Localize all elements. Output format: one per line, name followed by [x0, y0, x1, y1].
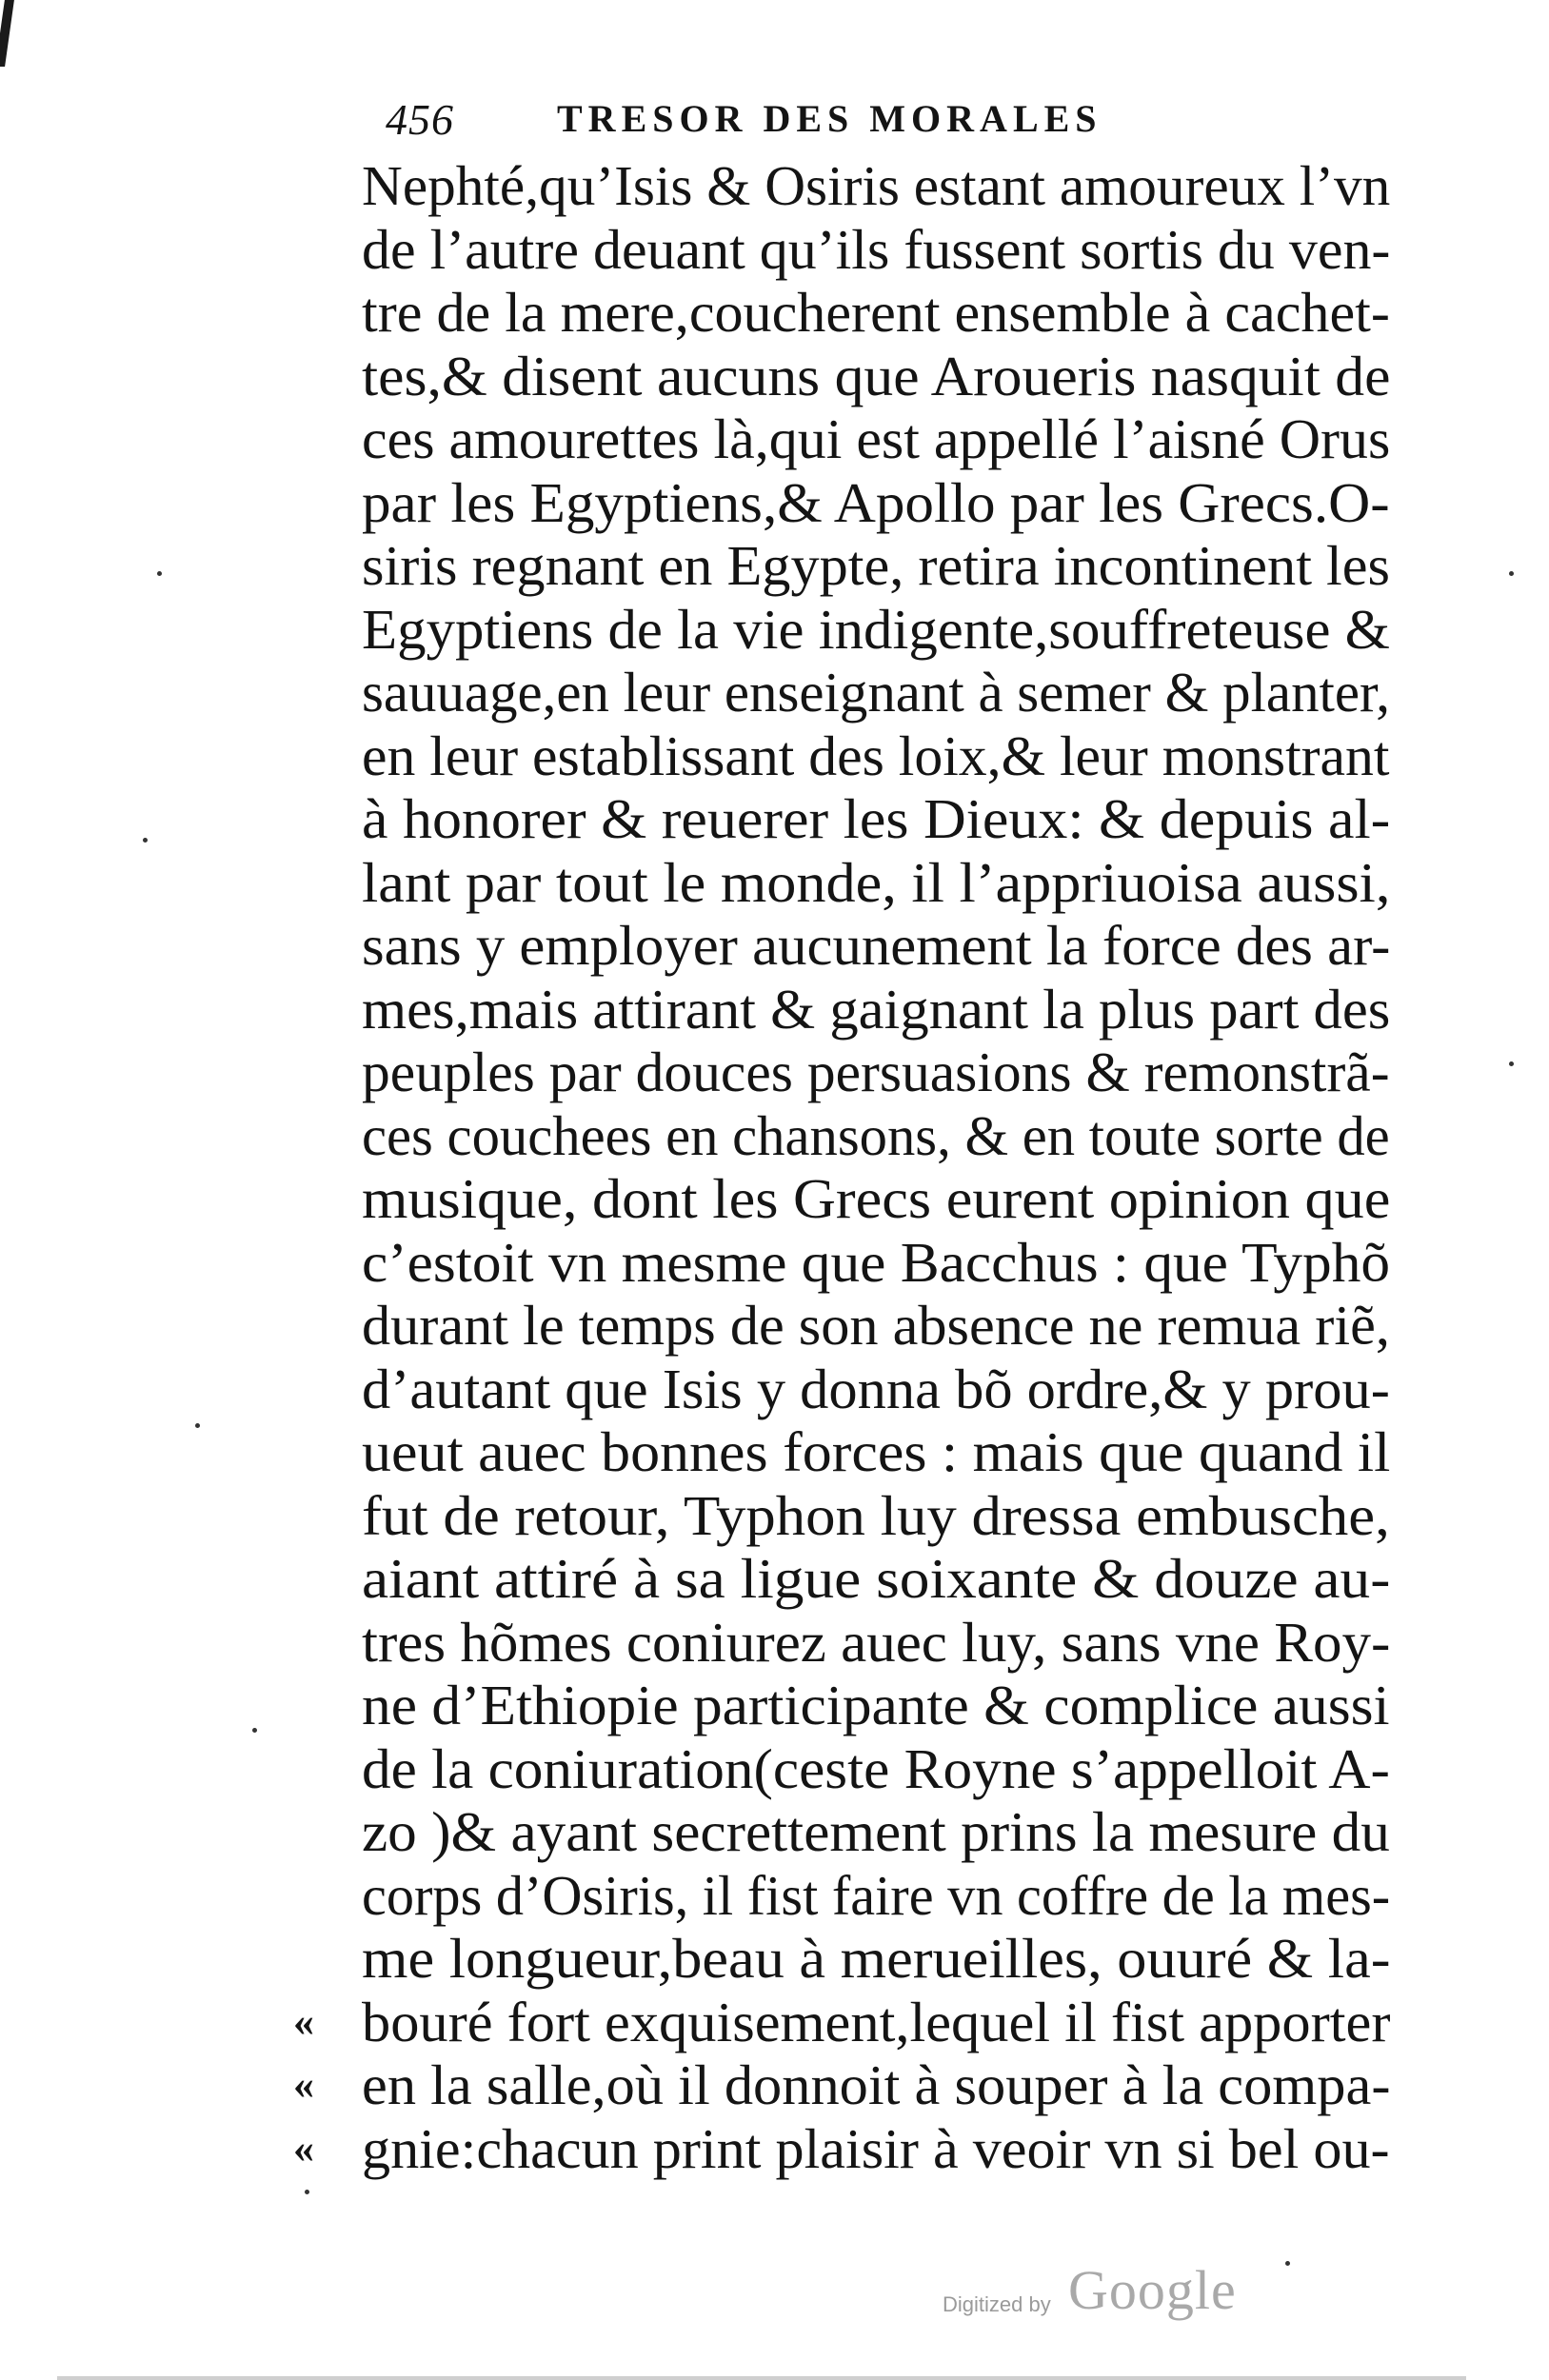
text-line-content: ces couchees en chansons, & en toute sorte de	[362, 1103, 1390, 1167]
text-line-content: d’autant que Isis y donna bõ ordre,& y prou-	[362, 1357, 1390, 1420]
text-line-content: zo )& ayant secrettement prins la mesure du	[362, 1800, 1390, 1863]
text-line-content: de l’autre deuant qu’ils fussent sortis du ven-	[362, 217, 1391, 281]
text-line-content: sauuage,en leur enseignant à semer & planter,	[362, 661, 1390, 724]
text-line-content: lant par tout le monde, il l’appriuoisa aussi,	[362, 850, 1391, 914]
text-line-content: tres hõmes coniurez auec luy, sans vne Roy-	[362, 1610, 1391, 1674]
text-line-content: tre de la mere,coucherent ensemble à cachet-	[362, 281, 1390, 344]
text-line	[362, 1104, 1409, 1168]
ink-speck	[252, 1728, 257, 1733]
text-line-content: ueut auec bonnes forces : mais que quand il	[362, 1420, 1391, 1483]
text-line	[293, 2053, 1409, 2117]
text-line	[362, 1927, 1409, 1991]
text-line-content: durant le temps de son absence ne remua riẽ,	[362, 1294, 1390, 1357]
text-line	[362, 724, 1409, 788]
text-line	[362, 598, 1409, 662]
text-line	[362, 1484, 1409, 1548]
text-line	[362, 1041, 1409, 1104]
text-line-content: tes,& disent aucuns que Aroueris nasquit de	[362, 344, 1391, 407]
text-line	[362, 1864, 1409, 1928]
running-header	[386, 90, 1338, 148]
text-line	[362, 154, 1409, 218]
text-line	[362, 661, 1409, 724]
text-line	[362, 851, 1409, 915]
text-line-content: à honorer & reuerer les Dieux: & depuis al-	[362, 787, 1391, 850]
text-line	[362, 1611, 1409, 1675]
text-line	[362, 281, 1409, 345]
text-line-content: corps d’Osiris, il fist faire vn coffre de la mes-	[362, 1863, 1391, 1927]
text-line-content: par les Egyptiens,& Apollo par les Grecs.O-	[362, 470, 1390, 534]
page-number: 456	[386, 95, 454, 144]
text-line-content: Nephté,qu’Isis & Osiris estant amoureux l’vn	[362, 154, 1391, 217]
text-line	[362, 1294, 1409, 1358]
text-line-content: bouré fort exquisement,lequel il fist apporter	[362, 1990, 1391, 2053]
text-line-content: ces amourettes là,qui est appellé l’aisné Orus	[362, 407, 1391, 470]
text-line-content: en leur establissant des loix,& leur monstrant	[362, 724, 1390, 787]
text-line-content: musique, dont les Grecs eurent opinion que	[362, 1167, 1391, 1230]
text-line	[362, 1420, 1409, 1484]
ink-speck	[195, 1423, 200, 1428]
text-line	[293, 2116, 1409, 2181]
text-line	[362, 1358, 1409, 1421]
text-line-content: fut de retour, Typhon luy dressa embusche,	[362, 1483, 1390, 1547]
text-line-content: siris regnant en Egypte, retira incontinent les	[362, 534, 1391, 597]
text-line-content: peuples par douces persuasions & remonstrã-	[362, 1041, 1390, 1103]
ink-speck	[1509, 571, 1514, 576]
text-line	[362, 1674, 1409, 1737]
text-line	[362, 218, 1409, 282]
text-line-content: en la salle,où il donnoit à souper à la compa-	[362, 2053, 1391, 2116]
text-line	[362, 1737, 1409, 1801]
text-line	[293, 1990, 1409, 2054]
text-line-content: de la coniuration(ceste Royne s’appelloit A-	[362, 1736, 1390, 1800]
text-line-content: me longueur,beau à merueilles, ouuré & la-	[362, 1927, 1391, 1990]
text-line-content: sans y employer aucunement la force des ar-	[362, 914, 1391, 977]
text-line	[362, 1547, 1409, 1611]
text-line	[362, 1231, 1409, 1295]
text-line-content: Egyptiens de la vie indigente,souffreteuse &	[362, 597, 1390, 661]
page-bottom-edge	[57, 2376, 1466, 2380]
text-line-content: gnie:chacun print plaisir à veoir vn si bel ou-	[362, 2116, 1390, 2180]
text-line	[362, 914, 1409, 978]
text-line-content: c’estoit vn mesme que Bacchus : que Typhõ	[362, 1230, 1391, 1294]
text-line	[362, 978, 1409, 1041]
digitization-watermark	[943, 2258, 1323, 2325]
text-line	[362, 534, 1409, 598]
text-line	[362, 1167, 1409, 1231]
page-edge-mark	[0, 0, 14, 67]
marginal-quote-mark: «	[293, 1997, 314, 2045]
ink-speck	[1509, 1061, 1514, 1066]
text-line	[362, 1800, 1409, 1864]
text-line-content: mes,mais attirant & gaignant la plus part des	[362, 977, 1391, 1041]
marginal-quote-mark: «	[293, 2061, 314, 2108]
ink-speck	[305, 2190, 309, 2194]
text-line	[362, 407, 1409, 471]
text-line-content: aiant attiré à sa ligue soixante & douze au-	[362, 1547, 1391, 1610]
ink-speck	[143, 838, 148, 843]
text-line	[362, 787, 1409, 851]
ink-speck	[157, 571, 162, 576]
watermark-prefix: Digitized by	[943, 2292, 1051, 2316]
text-line	[362, 471, 1409, 535]
running-title: TRESOR DES MORALES	[557, 97, 1102, 140]
marginal-quote-mark: «	[293, 2124, 314, 2172]
body-text	[293, 154, 1409, 2180]
watermark-logo: Google	[1068, 2259, 1237, 2321]
text-line-content: ne d’Ethiopie participante & complice aussi	[362, 1674, 1390, 1736]
text-line	[362, 345, 1409, 408]
